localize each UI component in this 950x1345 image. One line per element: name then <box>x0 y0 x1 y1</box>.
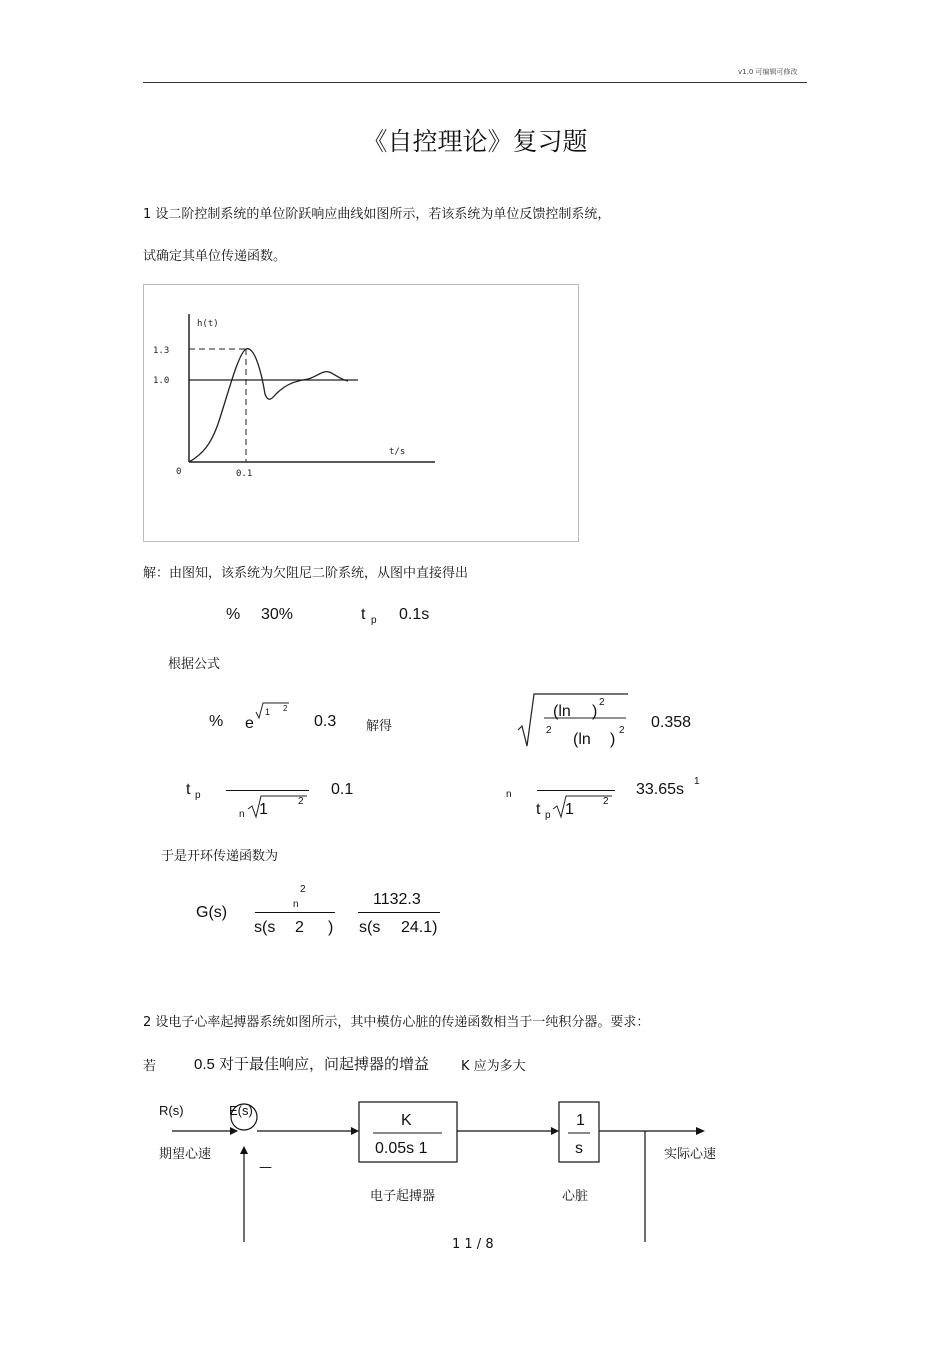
eq2-val: 0.1 <box>331 781 354 798</box>
g-den1-two: 2 <box>295 919 304 936</box>
output-label: 实际心速 <box>664 1147 717 1162</box>
pacemaker-den: 0.05s 1 <box>375 1140 428 1157</box>
zeta-den-close: ) <box>610 731 616 748</box>
wn-sup: 2 <box>603 796 609 807</box>
zeta-den-sup: 2 <box>546 725 552 736</box>
wn-exponent: 1 <box>694 776 700 787</box>
eq1-solve-label: 解得 <box>366 719 393 734</box>
g-den1: s(s <box>254 919 276 936</box>
open-loop-label: 于是开环传递函数为 <box>161 849 279 864</box>
input-label-desired: 期望心速 <box>159 1147 212 1162</box>
error-label-es: E(s) <box>229 1103 253 1118</box>
header-rule <box>143 82 807 83</box>
g-fraction-bar-1 <box>255 912 335 913</box>
origin-label: 0 <box>176 467 182 477</box>
g-den2: s(s <box>359 919 381 936</box>
feedback-arrow <box>240 1146 248 1154</box>
zeta-num: (ln <box>553 703 571 720</box>
page-title: 《自控理论》复习题 <box>362 127 588 156</box>
zeta-num-sup: 2 <box>599 697 605 708</box>
heart-num: 1 <box>576 1112 585 1129</box>
output-arrow <box>696 1127 705 1135</box>
wn-fraction-bar <box>537 790 615 791</box>
wn-value: 33.65s <box>636 781 685 798</box>
g-lhs: G(s) <box>196 904 228 921</box>
formula-label: 根据公式 <box>168 657 221 672</box>
step-response-figure <box>143 284 579 542</box>
zeta-num-close: ) <box>592 703 598 720</box>
q1-line2: 试确定其单位传递函数。 <box>143 249 287 264</box>
eq2-tp-sub: p <box>195 790 201 801</box>
eq1-e: e <box>245 715 254 732</box>
eq1-lhs: % <box>209 713 224 730</box>
wn-sub: n <box>506 789 512 800</box>
q2-line1: 2 设电子心率起搏器系统如图所示，其中模仿心脏的传递函数相当于一纯积分器。要求： <box>143 1015 650 1030</box>
y-tick-1-3: 1.3 <box>153 346 170 356</box>
zeta-den: (ln <box>573 731 591 748</box>
header-version: v1.0 可编辑可修改 <box>738 68 798 76</box>
input-label-rs: R(s) <box>159 1103 184 1118</box>
wn-tp: t <box>536 801 541 818</box>
x-tick-0-1: 0.1 <box>236 469 253 479</box>
tp-symbol: t <box>361 606 366 623</box>
heart-den: s <box>575 1140 583 1157</box>
eq2-tp: t <box>186 781 191 798</box>
mid-arrow <box>551 1127 559 1135</box>
q2-line2-a: 若 <box>143 1059 157 1074</box>
error-arrow <box>351 1127 359 1135</box>
g-num-sub: n <box>293 899 299 910</box>
pacemaker-num: K <box>401 1112 412 1129</box>
zeta-result: 0.358 <box>651 714 692 731</box>
q1-line1: 1 设二阶控制系统的单位阶跃响应曲线如图所示，若该系统为单位反馈控制系统， <box>143 207 611 222</box>
wn-tp-sub: p <box>545 810 551 821</box>
eq2-fraction-bar <box>226 790 309 791</box>
eq2-n: n <box>239 809 245 820</box>
x-axis-label: t/s <box>389 447 406 457</box>
minus-sign: — <box>259 1160 272 1175</box>
page-number: 1 1 / 8 <box>452 1237 494 1252</box>
sigma-symbol: % <box>226 606 241 623</box>
eq2-sup: 2 <box>298 796 304 807</box>
g-den1-close: ) <box>328 919 334 936</box>
g-num2: 1132.3 <box>373 891 421 908</box>
solution-intro: 解：由图知，该系统为欠阻尼二阶系统，从图中直接得出 <box>143 566 469 581</box>
g-fraction-bar-2 <box>358 912 440 913</box>
pacemaker-label: 电子起搏器 <box>370 1189 436 1204</box>
eq2-one: 1 <box>259 801 268 818</box>
q2-line2-c: K 应为多大 <box>461 1059 526 1074</box>
heart-label: 心脏 <box>562 1189 589 1204</box>
g-den2-val: 24.1) <box>401 919 438 936</box>
eq1-exp: 1 <box>265 707 271 717</box>
eq1-exp-sup: 2 <box>283 704 288 713</box>
tp-value: 0.1s <box>399 606 430 623</box>
zeta-den-sup2: 2 <box>619 725 625 736</box>
g-num-sup: 2 <box>300 884 306 895</box>
y-axis-label: h(t) <box>197 319 219 329</box>
sigma-value: 30% <box>261 606 294 623</box>
q2-line2-b: 0.5 对于最佳响应，问起搏器的增益 <box>194 1056 430 1073</box>
y-tick-1-0: 1.0 <box>153 376 170 386</box>
wn-one: 1 <box>565 801 574 818</box>
eq1-rhs: 0.3 <box>314 713 337 730</box>
tp-subscript: p <box>371 615 377 626</box>
